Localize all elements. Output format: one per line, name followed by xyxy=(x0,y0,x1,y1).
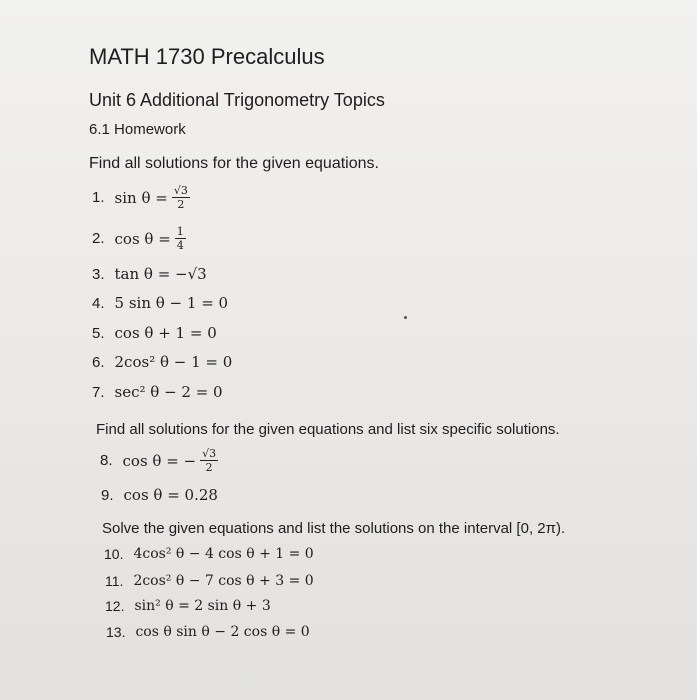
problem-number: 5. xyxy=(92,324,105,342)
problem-8 xyxy=(100,448,218,473)
equation-text: 5 sin θ − 1 = 0 xyxy=(114,294,229,312)
equation-text: sec² θ − 2 = 0 xyxy=(114,383,223,401)
problem-4 xyxy=(92,294,228,312)
equation-text: cos θ = − xyxy=(122,451,197,470)
stray-mark xyxy=(404,316,407,319)
problem-number: 10. xyxy=(104,546,124,562)
fraction xyxy=(200,448,218,473)
fraction-denominator: 2 xyxy=(205,461,213,474)
section1-instruction: Find all solutions for the given equations. xyxy=(89,155,379,172)
homework-label: 6.1 Homework xyxy=(89,121,186,138)
equation-text: cos θ sin θ − 2 cos θ = 0 xyxy=(135,624,310,640)
equation-text: 4cos² θ − 4 cos θ + 1 = 0 xyxy=(133,546,314,562)
equation-text: tan θ = −√3 xyxy=(114,265,207,283)
problem-number: 4. xyxy=(92,294,105,312)
fraction-denominator: 4 xyxy=(176,239,184,252)
problem-number: 12. xyxy=(105,598,125,614)
fraction-numerator: √3 xyxy=(173,184,188,197)
problem-number: 11. xyxy=(105,573,124,589)
fraction xyxy=(175,226,186,251)
course-title: MATH 1730 Precalculus xyxy=(89,44,325,69)
problem-10 xyxy=(104,546,314,562)
unit-title: Unit 6 Additional Trigonometry Topics xyxy=(89,90,385,110)
fraction-denominator: 2 xyxy=(177,198,185,211)
problem-5 xyxy=(92,324,217,342)
problem-number: 13. xyxy=(106,624,126,640)
problem-number: 8. xyxy=(100,452,113,469)
problem-number: 9. xyxy=(101,486,114,504)
fraction-numerator: √3 xyxy=(202,447,217,460)
problem-number: 6. xyxy=(92,353,105,371)
problem-1 xyxy=(92,185,190,210)
fraction-numerator: 1 xyxy=(176,225,184,238)
problem-13 xyxy=(106,624,310,640)
equation-text: 2cos² θ − 1 = 0 xyxy=(114,353,233,371)
problem-number: 1. xyxy=(92,189,105,206)
problem-2 xyxy=(92,226,186,251)
problem-9 xyxy=(101,486,218,504)
problem-number: 2. xyxy=(92,230,105,247)
equation-text: cos θ + 1 = 0 xyxy=(114,324,217,342)
equation-text: sin θ = xyxy=(114,188,168,207)
problem-3 xyxy=(92,265,207,283)
problem-number: 7. xyxy=(92,383,105,401)
problem-11 xyxy=(105,573,314,589)
equation-text: cos θ = xyxy=(114,229,171,248)
equation-text: sin² θ = 2 sin θ + 3 xyxy=(134,598,271,614)
section3-instruction: Solve the given equations and list the solutions on the interval [0, 2π). xyxy=(102,520,566,537)
equation-text: cos θ = 0.28 xyxy=(123,486,218,504)
problem-number: 3. xyxy=(92,265,105,283)
problem-6 xyxy=(92,353,232,371)
section2-instruction: Find all solutions for the given equations and list six specific solutions. xyxy=(96,421,560,438)
problem-7 xyxy=(92,383,223,401)
fraction xyxy=(172,185,190,210)
problem-12 xyxy=(105,598,271,614)
equation-text: 2cos² θ − 7 cos θ + 3 = 0 xyxy=(133,573,314,589)
